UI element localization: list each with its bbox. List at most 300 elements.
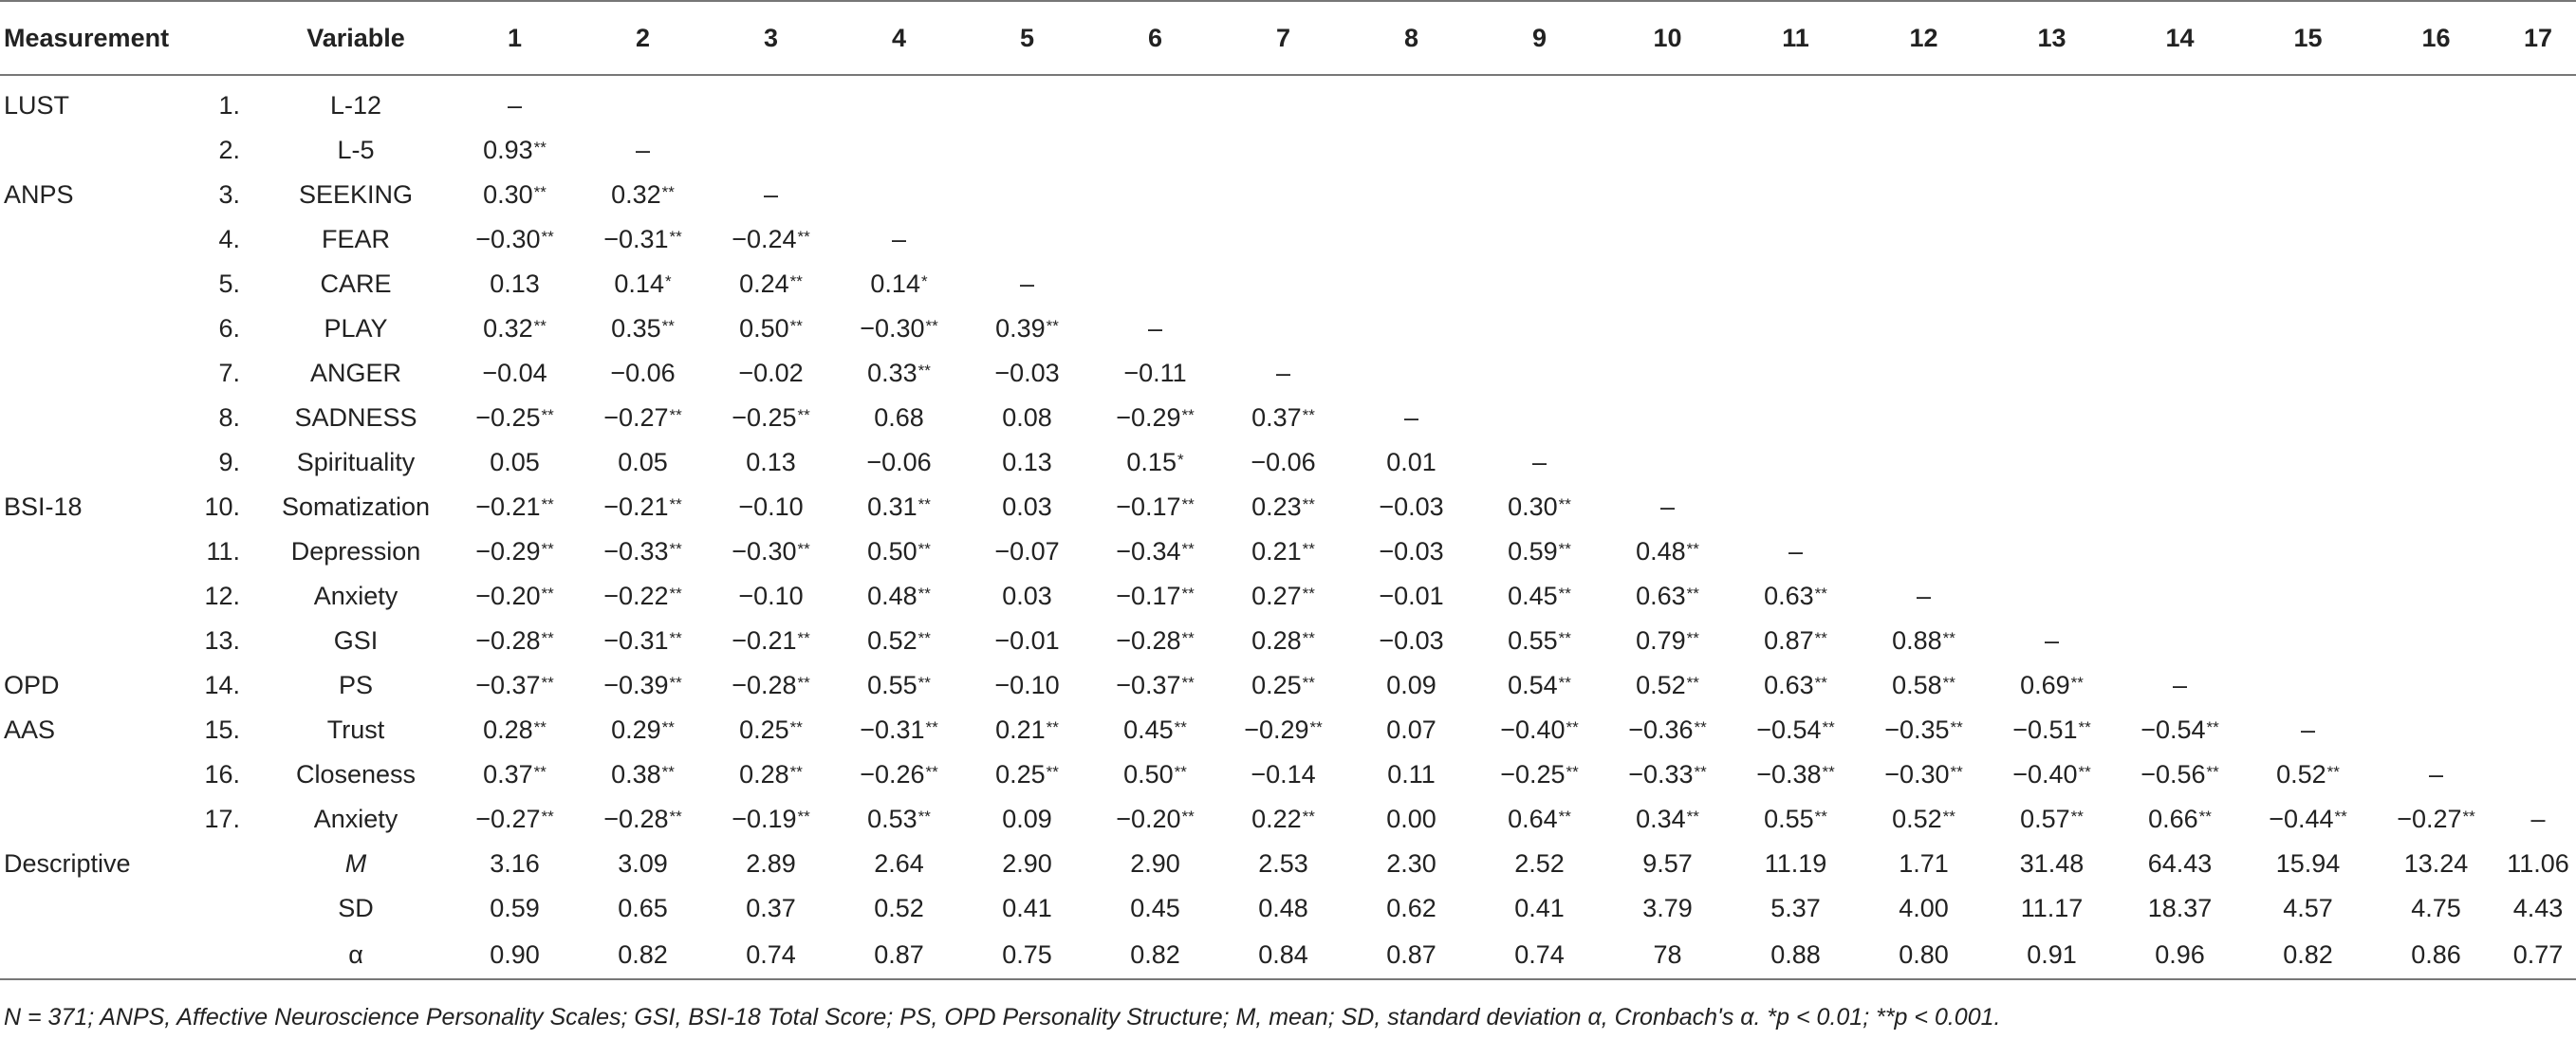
value-cell bbox=[1347, 306, 1475, 351]
value-cell: 0.96 bbox=[2116, 931, 2244, 979]
measurement-cell bbox=[0, 217, 157, 262]
cell-value: 0.31 bbox=[867, 492, 917, 521]
value-cell: 2.52 bbox=[1514, 849, 1565, 878]
value-cell: 2.30 bbox=[1386, 849, 1436, 878]
significance-marker: ** bbox=[2070, 808, 2084, 826]
value-cell bbox=[2372, 485, 2500, 529]
value-cell bbox=[707, 128, 835, 173]
cell-value: 0.37 bbox=[483, 760, 533, 789]
cell-value: 0.55 bbox=[1764, 805, 1814, 833]
significance-marker: ** bbox=[669, 674, 682, 692]
significance-marker: ** bbox=[797, 674, 810, 692]
value-cell bbox=[1860, 262, 1988, 306]
value-cell: 0.77 bbox=[2500, 931, 2576, 979]
value-cell bbox=[2116, 619, 2244, 663]
significance-marker: ** bbox=[1942, 629, 1955, 647]
value-cell bbox=[2244, 262, 2372, 306]
value-cell bbox=[1219, 396, 1347, 440]
value-cell bbox=[2500, 485, 2576, 529]
cell-value: −0.30 bbox=[475, 225, 541, 253]
value-cell bbox=[1732, 797, 1860, 842]
value-cell: 2.53 bbox=[1258, 849, 1308, 878]
significance-marker: ** bbox=[1814, 674, 1827, 692]
cell-value: −0.29 bbox=[475, 537, 541, 566]
value-cell bbox=[2500, 440, 2576, 485]
value-cell bbox=[579, 396, 707, 440]
cell-value: −0.17 bbox=[1116, 492, 1181, 521]
value-cell: 0.13 bbox=[1002, 448, 1052, 476]
significance-marker: ** bbox=[541, 540, 554, 558]
value-cell bbox=[2372, 396, 2500, 440]
cell-value: 0.52 bbox=[867, 626, 917, 655]
value-cell bbox=[1860, 217, 1988, 262]
significance-marker: ** bbox=[1181, 406, 1195, 424]
value-cell bbox=[2244, 663, 2372, 708]
value-cell: 0.13 bbox=[746, 448, 796, 476]
header-col-4: 4 bbox=[835, 1, 963, 75]
value-cell bbox=[451, 574, 579, 619]
value-cell bbox=[2116, 797, 2244, 842]
value-cell: – bbox=[2300, 715, 2316, 744]
value-cell bbox=[1603, 708, 1732, 752]
value-cell: 0.90 bbox=[451, 931, 579, 979]
table-body bbox=[0, 75, 2576, 979]
value-cell bbox=[2372, 306, 2500, 351]
value-cell bbox=[2116, 217, 2244, 262]
measurement-cell bbox=[0, 128, 157, 173]
index-cell: 7. bbox=[218, 359, 240, 387]
cell-value: −0.25 bbox=[475, 403, 541, 432]
cell-value: 0.69 bbox=[2020, 671, 2070, 699]
significance-marker: ** bbox=[925, 763, 938, 781]
value-cell bbox=[1860, 306, 1988, 351]
index-cell: 11. bbox=[206, 537, 240, 566]
value-cell bbox=[2116, 306, 2244, 351]
cell-value: −0.22 bbox=[603, 582, 669, 610]
value-cell bbox=[1219, 306, 1347, 351]
significance-marker: * bbox=[664, 272, 672, 290]
variable-cell: Closeness bbox=[295, 760, 417, 789]
value-cell bbox=[1732, 485, 1860, 529]
table-row bbox=[0, 752, 2576, 797]
significance-marker: ** bbox=[1302, 540, 1315, 558]
cell-value: 0.50 bbox=[1123, 760, 1174, 789]
value-cell bbox=[1732, 217, 1860, 262]
cell-value: 0.32 bbox=[611, 180, 661, 209]
value-cell: 4.00 bbox=[1899, 894, 1949, 922]
significance-marker: ** bbox=[1686, 808, 1699, 826]
value-cell: – bbox=[2044, 626, 2060, 655]
significance-marker: ** bbox=[1822, 763, 1835, 781]
cell-value: 0.48 bbox=[1636, 537, 1686, 566]
value-cell bbox=[2500, 396, 2576, 440]
value-cell bbox=[579, 485, 707, 529]
value-cell: 0.13 bbox=[490, 269, 540, 298]
cell-value: −0.25 bbox=[732, 403, 797, 432]
header-variable: Variable bbox=[261, 1, 451, 75]
variable-cell: Trust bbox=[326, 715, 385, 744]
cell-value: −0.33 bbox=[603, 537, 669, 566]
significance-marker: ** bbox=[797, 406, 810, 424]
value-cell bbox=[1091, 663, 1219, 708]
value-cell bbox=[707, 75, 835, 128]
value-cell bbox=[2244, 128, 2372, 173]
value-cell: – bbox=[1147, 314, 1163, 343]
value-cell bbox=[1732, 128, 1860, 173]
cell-value: 0.39 bbox=[995, 314, 1046, 343]
value-cell bbox=[2244, 173, 2372, 217]
variable-cell: Somatization bbox=[281, 492, 431, 521]
significance-marker: ** bbox=[789, 718, 803, 736]
value-cell: 0.74 bbox=[707, 931, 835, 979]
table-row bbox=[0, 931, 2576, 979]
value-cell: 78 bbox=[1603, 931, 1732, 979]
value-cell bbox=[707, 306, 835, 351]
value-cell bbox=[2500, 663, 2576, 708]
value-cell bbox=[707, 619, 835, 663]
cell-value: −0.25 bbox=[1500, 760, 1566, 789]
cell-value: 0.30 bbox=[1508, 492, 1558, 521]
value-cell bbox=[1988, 574, 2116, 619]
cell-value: −0.31 bbox=[603, 626, 669, 655]
value-cell bbox=[1603, 574, 1732, 619]
value-cell: 0.37 bbox=[746, 894, 796, 922]
value-cell bbox=[1860, 128, 1988, 173]
index-cell: 1. bbox=[218, 91, 240, 120]
value-cell bbox=[1475, 128, 1603, 173]
cell-value: 0.52 bbox=[1636, 671, 1686, 699]
cell-value: −0.54 bbox=[2140, 715, 2206, 744]
value-cell bbox=[2500, 351, 2576, 396]
variable-cell: PS bbox=[338, 671, 374, 699]
value-cell: 0.75 bbox=[963, 931, 1091, 979]
value-cell bbox=[1475, 619, 1603, 663]
header-col-10: 10 bbox=[1603, 1, 1732, 75]
table-row bbox=[0, 173, 2576, 217]
value-cell bbox=[2500, 529, 2576, 574]
header-col-7: 7 bbox=[1219, 1, 1347, 75]
value-cell bbox=[2500, 128, 2576, 173]
table-row bbox=[0, 619, 2576, 663]
table-row bbox=[0, 217, 2576, 262]
value-cell: 0.41 bbox=[1002, 894, 1052, 922]
value-cell bbox=[1988, 708, 2116, 752]
measurement-cell bbox=[0, 797, 157, 842]
significance-marker: ** bbox=[1558, 674, 1571, 692]
variable-cell: GSI bbox=[333, 626, 379, 655]
value-cell: 0.41 bbox=[1514, 894, 1565, 922]
cell-value: 0.50 bbox=[867, 537, 917, 566]
value-cell bbox=[451, 619, 579, 663]
significance-marker: ** bbox=[669, 540, 682, 558]
value-cell bbox=[1732, 306, 1860, 351]
value-cell: 2.89 bbox=[746, 849, 796, 878]
cell-value: −0.38 bbox=[1756, 760, 1822, 789]
value-cell bbox=[2372, 351, 2500, 396]
cell-value: −0.54 bbox=[1756, 715, 1822, 744]
value-cell bbox=[451, 173, 579, 217]
value-cell bbox=[451, 752, 579, 797]
cell-value: 0.28 bbox=[483, 715, 533, 744]
header-col-16: 16 bbox=[2372, 1, 2500, 75]
value-cell bbox=[1219, 485, 1347, 529]
significance-marker: ** bbox=[1686, 674, 1699, 692]
value-cell bbox=[707, 262, 835, 306]
value-cell bbox=[2500, 306, 2576, 351]
value-cell: 0.05 bbox=[618, 448, 668, 476]
value-cell: – bbox=[2428, 760, 2444, 789]
value-cell bbox=[1860, 75, 1988, 128]
significance-marker: ** bbox=[661, 183, 675, 201]
significance-marker: ** bbox=[2198, 808, 2212, 826]
value-cell bbox=[2500, 619, 2576, 663]
value-cell: −0.02 bbox=[738, 359, 804, 387]
value-cell bbox=[1091, 173, 1219, 217]
cell-value: 0.93 bbox=[483, 136, 533, 164]
significance-marker: ** bbox=[1686, 629, 1699, 647]
value-cell: −0.14 bbox=[1251, 760, 1316, 789]
value-cell bbox=[1732, 663, 1860, 708]
value-cell bbox=[1603, 529, 1732, 574]
value-cell bbox=[1603, 306, 1732, 351]
value-cell: – bbox=[2172, 671, 2188, 699]
value-cell bbox=[1091, 128, 1219, 173]
value-cell bbox=[835, 708, 963, 752]
value-cell: 2.90 bbox=[1130, 849, 1180, 878]
significance-marker: ** bbox=[1046, 718, 1059, 736]
cell-value: 0.45 bbox=[1123, 715, 1174, 744]
value-cell bbox=[2372, 173, 2500, 217]
value-cell bbox=[579, 262, 707, 306]
value-cell bbox=[1475, 75, 1603, 128]
value-cell bbox=[835, 485, 963, 529]
value-cell: 0.52 bbox=[874, 894, 924, 922]
significance-marker: ** bbox=[1309, 718, 1323, 736]
value-cell bbox=[1732, 173, 1860, 217]
header-col-12: 12 bbox=[1860, 1, 1988, 75]
significance-marker: ** bbox=[533, 763, 547, 781]
value-cell bbox=[835, 262, 963, 306]
significance-marker: ** bbox=[1814, 629, 1827, 647]
header-col-3: 3 bbox=[707, 1, 835, 75]
value-cell bbox=[835, 173, 963, 217]
index-cell: 15. bbox=[204, 715, 240, 744]
value-cell: −0.03 bbox=[1379, 492, 1444, 521]
value-cell: – bbox=[1019, 269, 1035, 298]
significance-marker: ** bbox=[541, 228, 554, 246]
value-cell bbox=[2372, 574, 2500, 619]
cell-value: −0.40 bbox=[2012, 760, 2078, 789]
value-cell: −0.06 bbox=[1251, 448, 1316, 476]
significance-marker: ** bbox=[1814, 808, 1827, 826]
value-cell bbox=[579, 75, 707, 128]
significance-marker: ** bbox=[669, 629, 682, 647]
value-cell bbox=[2500, 75, 2576, 128]
variable-cell: SD bbox=[338, 894, 374, 922]
value-cell bbox=[2372, 440, 2500, 485]
measurement-cell bbox=[0, 351, 157, 396]
table-row bbox=[0, 485, 2576, 529]
value-cell bbox=[579, 574, 707, 619]
cell-value: −0.21 bbox=[475, 492, 541, 521]
variable-cell: Anxiety bbox=[313, 805, 398, 833]
index-cell: 6. bbox=[218, 314, 240, 343]
value-cell bbox=[1988, 306, 2116, 351]
table-row bbox=[0, 708, 2576, 752]
value-cell bbox=[1988, 529, 2116, 574]
variable-cell: PLAY bbox=[324, 314, 388, 343]
value-cell bbox=[2372, 619, 2500, 663]
header-row bbox=[0, 1, 2576, 75]
value-cell bbox=[1347, 351, 1475, 396]
cell-value: 0.63 bbox=[1764, 582, 1814, 610]
value-cell: 0.09 bbox=[1002, 805, 1052, 833]
value-cell bbox=[1475, 217, 1603, 262]
table-row bbox=[0, 529, 2576, 574]
value-cell bbox=[1732, 262, 1860, 306]
value-cell bbox=[1603, 619, 1732, 663]
cell-value: 0.37 bbox=[1251, 403, 1302, 432]
cell-value: 0.29 bbox=[611, 715, 661, 744]
value-cell: −0.10 bbox=[738, 492, 804, 521]
value-cell bbox=[579, 797, 707, 842]
value-cell bbox=[1091, 619, 1219, 663]
value-cell bbox=[1475, 306, 1603, 351]
significance-marker: ** bbox=[541, 808, 554, 826]
header-col-6: 6 bbox=[1091, 1, 1219, 75]
significance-marker: ** bbox=[661, 317, 675, 335]
value-cell bbox=[579, 752, 707, 797]
measurement-cell bbox=[0, 529, 157, 574]
value-cell bbox=[579, 306, 707, 351]
cell-value: −0.44 bbox=[2269, 805, 2334, 833]
header-col-17: 17 bbox=[2500, 1, 2576, 75]
value-cell bbox=[835, 306, 963, 351]
value-cell bbox=[1988, 262, 2116, 306]
value-cell bbox=[1219, 262, 1347, 306]
significance-marker: ** bbox=[1181, 540, 1195, 558]
cell-value: 0.14 bbox=[870, 269, 920, 298]
value-cell: 0.45 bbox=[1130, 894, 1180, 922]
value-cell bbox=[835, 529, 963, 574]
value-cell: −0.04 bbox=[482, 359, 547, 387]
value-cell bbox=[2116, 75, 2244, 128]
value-cell bbox=[1732, 574, 1860, 619]
value-cell: 11.06 bbox=[2507, 849, 2569, 878]
value-cell: 4.43 bbox=[2512, 894, 2564, 922]
index-cell: 8. bbox=[218, 403, 240, 432]
variable-cell: Anxiety bbox=[313, 582, 398, 610]
index-cell bbox=[157, 931, 261, 979]
value-cell bbox=[1732, 75, 1860, 128]
significance-marker: ** bbox=[917, 674, 931, 692]
cell-value: −0.56 bbox=[2140, 760, 2206, 789]
value-cell bbox=[835, 752, 963, 797]
cell-value: 0.59 bbox=[1508, 537, 1558, 566]
cell-value: 0.34 bbox=[1636, 805, 1686, 833]
significance-marker: ** bbox=[1302, 629, 1315, 647]
value-cell bbox=[2372, 797, 2500, 842]
significance-marker: ** bbox=[1558, 629, 1571, 647]
index-cell: 17. bbox=[204, 805, 240, 833]
cell-value: −0.27 bbox=[2397, 805, 2462, 833]
value-cell bbox=[1091, 485, 1219, 529]
value-cell bbox=[1860, 485, 1988, 529]
cell-value: −0.28 bbox=[1116, 626, 1181, 655]
table-row bbox=[0, 396, 2576, 440]
value-cell bbox=[1091, 75, 1219, 128]
value-cell bbox=[2244, 797, 2372, 842]
value-cell bbox=[2500, 574, 2576, 619]
value-cell bbox=[835, 663, 963, 708]
value-cell bbox=[1091, 396, 1219, 440]
table-row bbox=[0, 663, 2576, 708]
value-cell bbox=[2500, 217, 2576, 262]
value-cell bbox=[707, 663, 835, 708]
cell-value: −0.30 bbox=[860, 314, 925, 343]
value-cell bbox=[1988, 351, 2116, 396]
measurement-cell: ANPS bbox=[4, 180, 74, 209]
cell-value: 0.33 bbox=[867, 359, 917, 387]
value-cell: 0.03 bbox=[1002, 492, 1052, 521]
significance-marker: ** bbox=[2326, 763, 2340, 781]
cell-value: −0.20 bbox=[1116, 805, 1181, 833]
cell-value: −0.30 bbox=[1884, 760, 1950, 789]
cell-value: −0.28 bbox=[603, 805, 669, 833]
cell-value: 0.53 bbox=[867, 805, 917, 833]
cell-value: 0.88 bbox=[1892, 626, 1942, 655]
cell-value: 0.28 bbox=[1251, 626, 1302, 655]
value-cell bbox=[1475, 529, 1603, 574]
cell-value: 0.63 bbox=[1764, 671, 1814, 699]
variable-cell: SEEKING bbox=[298, 180, 414, 209]
value-cell bbox=[451, 708, 579, 752]
significance-marker: ** bbox=[669, 228, 682, 246]
value-cell: 11.19 bbox=[1764, 849, 1827, 878]
significance-marker: ** bbox=[1302, 585, 1315, 603]
value-cell: −0.10 bbox=[738, 582, 804, 610]
value-cell bbox=[1988, 217, 2116, 262]
significance-marker: ** bbox=[1566, 718, 1579, 736]
cell-value: −0.29 bbox=[1116, 403, 1181, 432]
significance-marker: ** bbox=[669, 585, 682, 603]
value-cell: 0.87 bbox=[1347, 931, 1475, 979]
index-cell: 2. bbox=[218, 136, 240, 164]
significance-marker: ** bbox=[2206, 763, 2219, 781]
significance-marker: ** bbox=[541, 674, 554, 692]
significance-marker: ** bbox=[541, 495, 554, 513]
table-footnote: N = 371; ANPS, Affective Neuroscience Personality Scales; GSI, BSI-18 Total Score; PS, OPD Personality Structure; M, mean; SD, standard deviation α, Cronbach's α. *p < 0.01; **p < 0.001. bbox=[4, 1004, 2001, 1031]
significance-marker: ** bbox=[1181, 495, 1195, 513]
value-cell: 1.71 bbox=[1899, 849, 1949, 878]
significance-marker: ** bbox=[541, 585, 554, 603]
variable-cell: L-5 bbox=[337, 136, 375, 164]
value-cell bbox=[2116, 485, 2244, 529]
value-cell bbox=[2116, 396, 2244, 440]
significance-marker: ** bbox=[2334, 808, 2347, 826]
table-row bbox=[0, 128, 2576, 173]
value-cell: – bbox=[2530, 805, 2546, 833]
cell-value: 0.15 bbox=[1126, 448, 1177, 476]
index-cell: 16. bbox=[204, 760, 240, 789]
significance-marker: ** bbox=[1950, 763, 1963, 781]
value-cell bbox=[707, 529, 835, 574]
value-cell bbox=[2116, 128, 2244, 173]
value-cell bbox=[835, 75, 963, 128]
value-cell: 0.07 bbox=[1386, 715, 1436, 744]
header-col-11: 11 bbox=[1732, 1, 1860, 75]
significance-marker: ** bbox=[1950, 718, 1963, 736]
